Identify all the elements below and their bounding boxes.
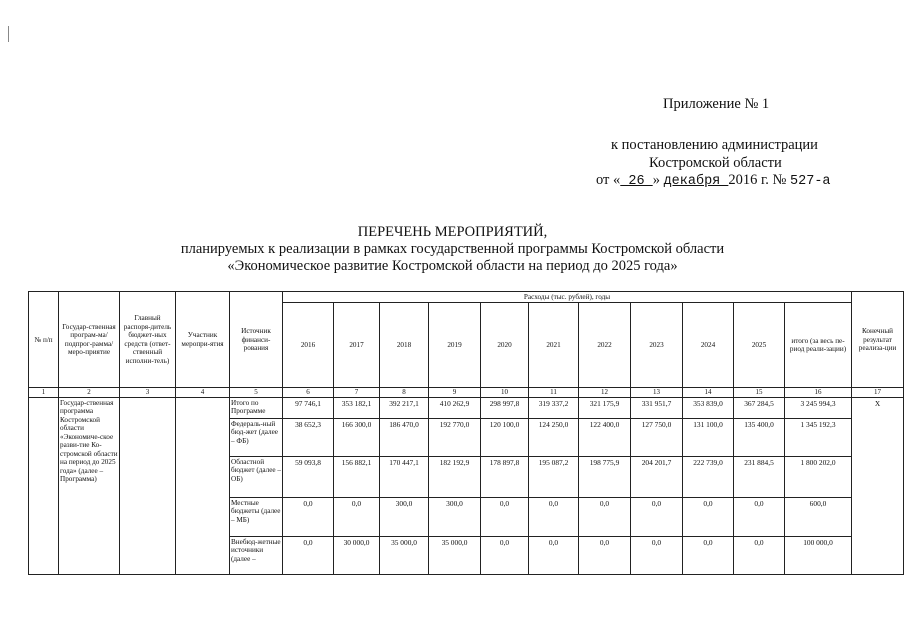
cell-num [29, 397, 59, 574]
value-cell: 35 000,0 [429, 536, 481, 574]
source-cell: Областной бюджет (далее – ОБ) [230, 456, 283, 497]
th-year: 2016 [283, 303, 334, 388]
source-cell: Местные бюджеты (далее – МБ) [230, 497, 283, 536]
th-year: 2021 [529, 303, 579, 388]
th-year: 2024 [683, 303, 734, 388]
value-cell: 131 100,0 [683, 418, 734, 456]
table-row [29, 397, 904, 418]
value-cell: 353 182,1 [334, 397, 380, 418]
value-cell: 59 093,8 [283, 456, 334, 497]
date-day: 26 [620, 174, 653, 189]
value-cell: 186 470,0 [380, 418, 429, 456]
date-prefix: от « [596, 172, 621, 188]
value-cell: 410 262,9 [429, 397, 481, 418]
col-index: 7 [334, 388, 380, 397]
resolution-number: 527-а [790, 174, 831, 189]
appendix-title: Приложение № 1 [663, 96, 770, 112]
th-num: № п/п [29, 292, 59, 388]
col-index: 8 [380, 388, 429, 397]
th-year: 2020 [481, 303, 529, 388]
value-cell: 0,0 [334, 497, 380, 536]
cell-admin [120, 397, 176, 574]
th-year: 2018 [380, 303, 429, 388]
source-cell: Итого по Программе [230, 397, 283, 418]
col-index: 17 [852, 388, 904, 397]
date-mid: » [652, 172, 664, 188]
value-cell: 195 087,2 [529, 456, 579, 497]
value-cell: 124 250,0 [529, 418, 579, 456]
col-index: 9 [429, 388, 481, 397]
value-cell: 353 839,0 [683, 397, 734, 418]
th-source: Источник финанси-рования [230, 292, 283, 388]
th-admin: Главный распоря-дитель бюджет-ных средств (ответ-ственный исполни-тель) [120, 292, 176, 388]
value-cell: 298 997,8 [481, 397, 529, 418]
doc-heading-line3: «Экономическое развитие Костромской области на период до 2025 года» [227, 258, 678, 274]
value-cell: 319 337,2 [529, 397, 579, 418]
value-cell: 127 750,0 [631, 418, 683, 456]
total-cell: 100 000,0 [785, 536, 852, 574]
col-index: 1 [29, 388, 59, 397]
th-expenses: Расходы (тыс. рублей), годы [283, 292, 852, 303]
appendix-region: Костромской области [649, 155, 782, 171]
date-year: 2016 г. № [728, 172, 791, 188]
th-program: Государ-ственная програм-ма/подпрог-рамма/меро-приятие [59, 292, 120, 388]
th-participant: Участник меропри-ятия [176, 292, 230, 388]
value-cell: 182 192,9 [429, 456, 481, 497]
value-cell: 204 201,7 [631, 456, 683, 497]
value-cell: 170 447,1 [380, 456, 429, 497]
col-index: 10 [481, 388, 529, 397]
col-index: 5 [230, 388, 283, 397]
appendix-resolution: к постановлению администрации [611, 137, 818, 153]
value-cell: 0,0 [683, 536, 734, 574]
th-year: 2017 [334, 303, 380, 388]
value-cell: 392 217,1 [380, 397, 429, 418]
value-cell: 331 951,7 [631, 397, 683, 418]
value-cell: 35 000,0 [380, 536, 429, 574]
value-cell: 178 897,8 [481, 456, 529, 497]
col-index: 6 [283, 388, 334, 397]
col-index: 14 [683, 388, 734, 397]
value-cell: 300,0 [380, 497, 429, 536]
total-cell: 1 800 202,0 [785, 456, 852, 497]
program-name: Государ-ственная программа Костромской области «Экономиче-ское разви-тие Ко-стромской области на период до 2025 года» (далее – Программа) [59, 397, 120, 574]
col-index: 13 [631, 388, 683, 397]
th-total: итого (за весь пе-риод реали-зации) [785, 303, 852, 388]
col-index: 15 [734, 388, 785, 397]
value-cell: 156 882,1 [334, 456, 380, 497]
value-cell: 300,0 [429, 497, 481, 536]
th-year: 2019 [429, 303, 481, 388]
value-cell: 122 400,0 [579, 418, 631, 456]
value-cell: 192 770,0 [429, 418, 481, 456]
value-cell: 0,0 [481, 536, 529, 574]
value-cell: 231 884,5 [734, 456, 785, 497]
cell-participant [176, 397, 230, 574]
value-cell: 30 000,0 [334, 536, 380, 574]
th-year: 2025 [734, 303, 785, 388]
value-cell: 0,0 [481, 497, 529, 536]
value-cell: 166 300,0 [334, 418, 380, 456]
value-cell: 0,0 [683, 497, 734, 536]
value-cell: 222 739,0 [683, 456, 734, 497]
value-cell: 0,0 [283, 536, 334, 574]
source-cell: Внебюд-жетные источники (далее – [230, 536, 283, 574]
value-cell: 120 100,0 [481, 418, 529, 456]
result-cell: Х [852, 397, 904, 574]
value-cell: 0,0 [283, 497, 334, 536]
value-cell: 0,0 [579, 536, 631, 574]
col-index: 16 [785, 388, 852, 397]
source-cell: Федераль-ный бюд-жет (далее – ФБ) [230, 418, 283, 456]
doc-heading-line1: ПЕРЕЧЕНЬ МЕРОПРИЯТИЙ, [357, 224, 548, 240]
value-cell: 0,0 [631, 536, 683, 574]
value-cell: 0,0 [734, 497, 785, 536]
value-cell: 38 652,3 [283, 418, 334, 456]
total-cell: 3 245 994,3 [785, 397, 852, 418]
appendix-date-line [596, 172, 831, 189]
value-cell: 0,0 [579, 497, 631, 536]
value-cell: 0,0 [529, 497, 579, 536]
th-result: Конечный результат реализа-ции [852, 292, 904, 388]
value-cell: 321 175,9 [579, 397, 631, 418]
scan-margin-mark [8, 26, 9, 42]
col-index: 4 [176, 388, 230, 397]
value-cell: 135 400,0 [734, 418, 785, 456]
total-cell: 1 345 192,3 [785, 418, 852, 456]
col-index: 11 [529, 388, 579, 397]
value-cell: 0,0 [631, 497, 683, 536]
col-index: 12 [579, 388, 631, 397]
col-index: 2 [59, 388, 120, 397]
value-cell: 0,0 [734, 536, 785, 574]
value-cell: 97 746,1 [283, 397, 334, 418]
column-index-row [29, 388, 904, 397]
th-year: 2022 [579, 303, 631, 388]
value-cell: 198 775,9 [579, 456, 631, 497]
total-cell: 600,0 [785, 497, 852, 536]
col-index: 3 [120, 388, 176, 397]
date-month: декабря [663, 174, 729, 189]
th-year: 2023 [631, 303, 683, 388]
value-cell: 367 284,5 [734, 397, 785, 418]
value-cell: 0,0 [529, 536, 579, 574]
doc-heading-line2: планируемых к реализации в рамках государственной программы Костромской области [180, 241, 725, 257]
measures-table [28, 291, 904, 575]
